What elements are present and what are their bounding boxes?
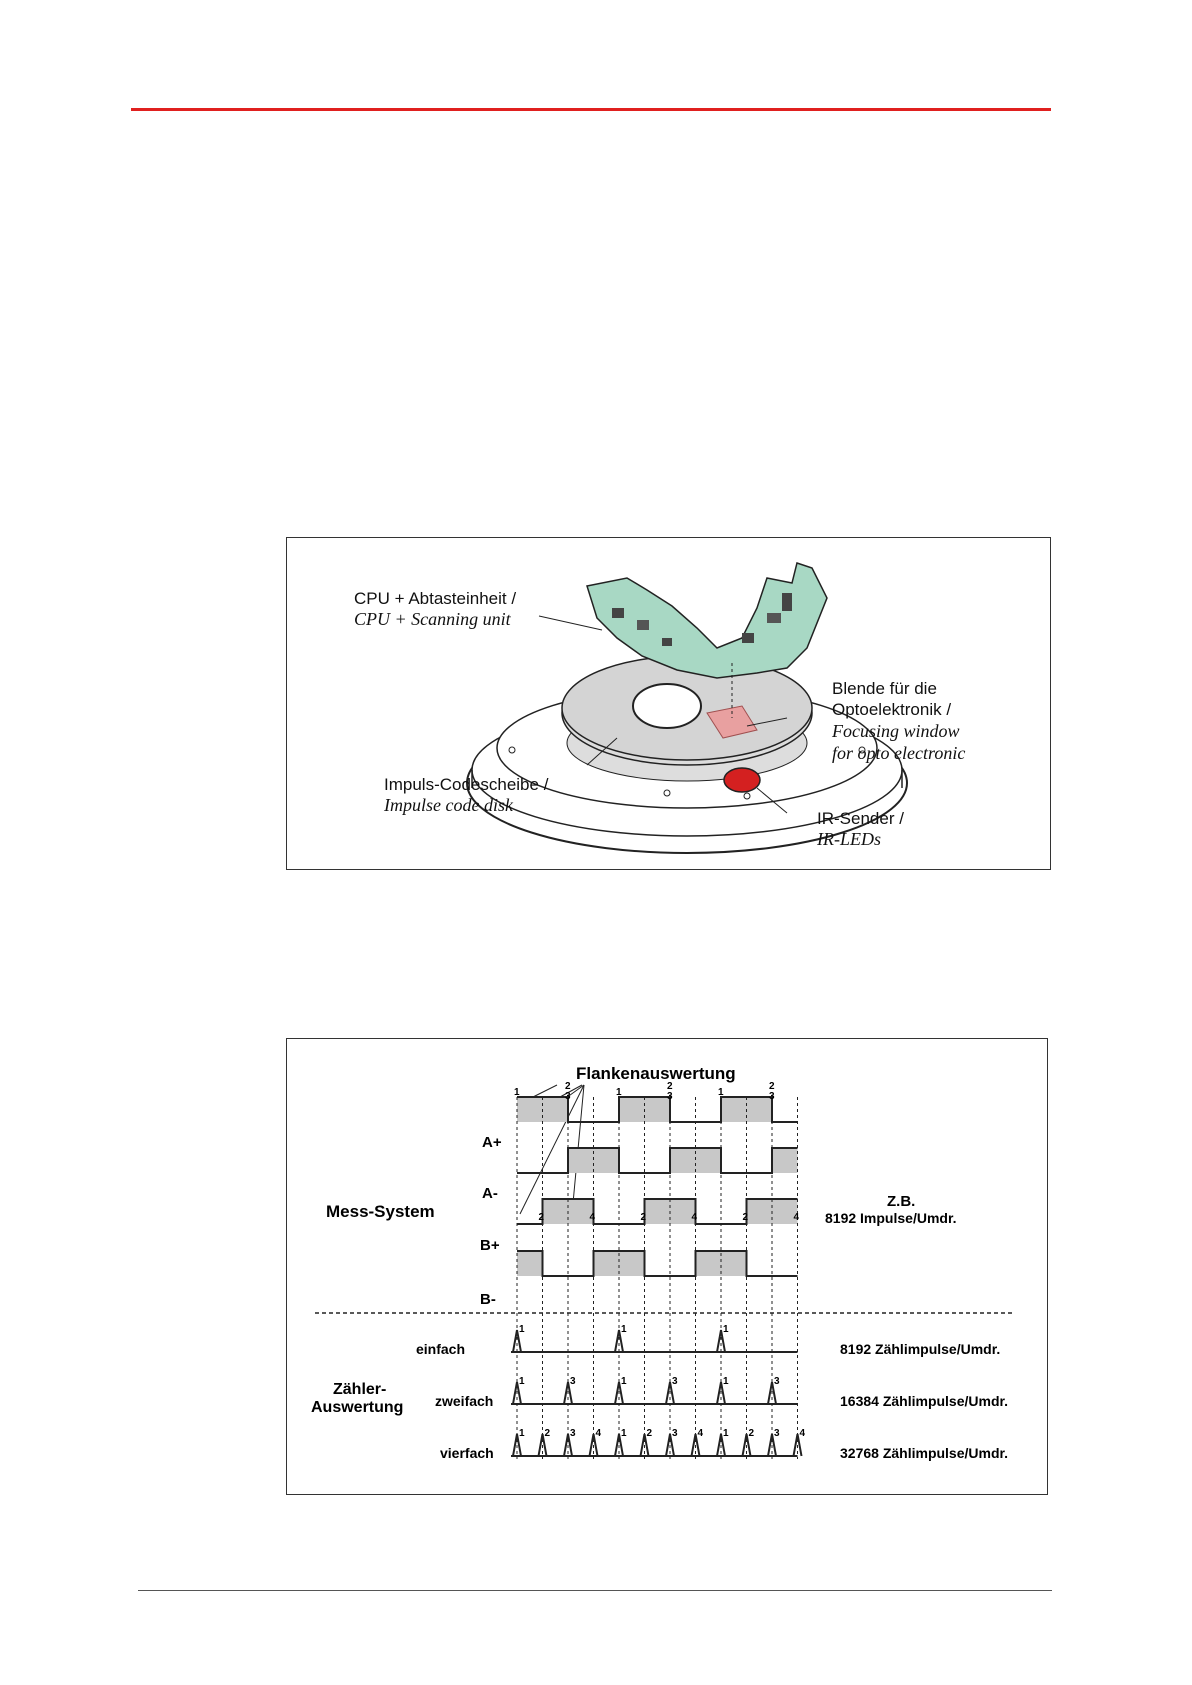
count-vierfach: 32768 Zählimpulse/Umdr. xyxy=(840,1445,1009,1461)
pulse-number: 3 xyxy=(774,1376,780,1387)
blende-label-de-1: Blende für die xyxy=(832,679,937,698)
mode-vierfach: vierfach xyxy=(440,1445,494,1461)
edge-evaluation-heading: Flankenauswertung xyxy=(576,1064,736,1083)
edge-number: 3 xyxy=(565,1091,571,1102)
edge-number: 4 xyxy=(793,1212,800,1223)
edge-number: 2 xyxy=(565,1081,571,1092)
mess-system-label: Mess-System xyxy=(326,1202,435,1221)
pcb-board xyxy=(587,563,827,678)
disk-label-en: Impulse code disk xyxy=(384,795,513,815)
disk-label-de: Impuls-Codescheibe / xyxy=(384,775,549,794)
ir-led xyxy=(724,768,760,792)
pulse-number: 3 xyxy=(774,1428,780,1439)
pulse-number: 4 xyxy=(697,1428,704,1439)
edge-number: 1 xyxy=(514,1087,520,1098)
blende-label-de-2: Optoelektronik / xyxy=(832,700,952,719)
ir-label-en: IR-LEDs xyxy=(817,829,881,849)
pulse-number: 3 xyxy=(672,1376,678,1387)
signal-waveform xyxy=(517,1148,798,1173)
count-zweifach: 16384 Zählimpulse/Umdr. xyxy=(840,1393,1009,1409)
impulse-per-rev: 8192 Impulse/Umdr. xyxy=(825,1210,957,1226)
signal-high-segment xyxy=(517,1251,543,1276)
pulse-number: 1 xyxy=(621,1428,627,1439)
edge-number: 4 xyxy=(691,1212,698,1223)
edge-number: 3 xyxy=(769,1091,775,1102)
pulse-number: 1 xyxy=(621,1324,627,1335)
edge-number: 2 xyxy=(769,1081,775,1092)
cpu-label-de: CPU + Abtasteinheit / xyxy=(354,589,517,608)
ir-label-de: IR-Sender / xyxy=(817,809,904,828)
pulse-number: 2 xyxy=(748,1428,755,1439)
mode-einfach: einfach xyxy=(416,1341,466,1357)
edge-number: 2 xyxy=(538,1212,545,1223)
pulse-number: 3 xyxy=(570,1428,576,1439)
zb-label: Z.B. xyxy=(887,1193,916,1210)
signal-evaluation-figure xyxy=(286,1038,1048,1495)
blende-label-en-2: for opto electronic xyxy=(832,743,966,763)
count-einfach: 8192 Zählimpulse/Umdr. xyxy=(840,1341,1001,1357)
pulse-number: 1 xyxy=(723,1376,729,1387)
signal-high-segment xyxy=(772,1148,798,1173)
pulse-number: 1 xyxy=(519,1324,525,1335)
pulse-number: 1 xyxy=(519,1428,525,1439)
pulse-number: 3 xyxy=(570,1376,576,1387)
pulse-number: 1 xyxy=(723,1324,729,1335)
signal-label-a-plus: A+ xyxy=(482,1134,502,1151)
edge-number: 2 xyxy=(742,1212,749,1223)
pulse-number: 2 xyxy=(544,1428,551,1439)
edge-number: 1 xyxy=(718,1087,724,1098)
header-rule xyxy=(131,108,1051,111)
pulse-number: 1 xyxy=(621,1376,627,1387)
edge-number: 4 xyxy=(589,1212,596,1223)
zaehler-label-2: Auswertung xyxy=(311,1399,404,1416)
pulse-number: 4 xyxy=(595,1428,602,1439)
pulse-number: 2 xyxy=(646,1428,653,1439)
signal-label-b-plus: B+ xyxy=(480,1237,500,1254)
edge-number: 2 xyxy=(640,1212,647,1223)
blende-label-en-1: Focusing window xyxy=(832,721,960,741)
signal-diagram xyxy=(287,1039,1047,1494)
pulse-number: 1 xyxy=(519,1376,525,1387)
edge-number: 1 xyxy=(616,1087,622,1098)
mode-zweifach: zweifach xyxy=(435,1393,494,1409)
edge-number: 3 xyxy=(667,1091,673,1102)
signal-label-a-minus: A- xyxy=(482,1185,498,1202)
pulse-number: 3 xyxy=(672,1428,678,1439)
footer-rule xyxy=(138,1590,1052,1591)
pulse-number: 1 xyxy=(723,1428,729,1439)
signal-label-b-minus: B- xyxy=(480,1291,496,1308)
pulse-number: 4 xyxy=(799,1428,806,1439)
signal-waveform xyxy=(517,1251,798,1276)
encoder-figure xyxy=(286,537,1051,870)
zaehler-label-1: Zähler- xyxy=(333,1381,387,1398)
cpu-label-en: CPU + Scanning unit xyxy=(354,609,511,629)
edge-number: 2 xyxy=(667,1081,673,1092)
